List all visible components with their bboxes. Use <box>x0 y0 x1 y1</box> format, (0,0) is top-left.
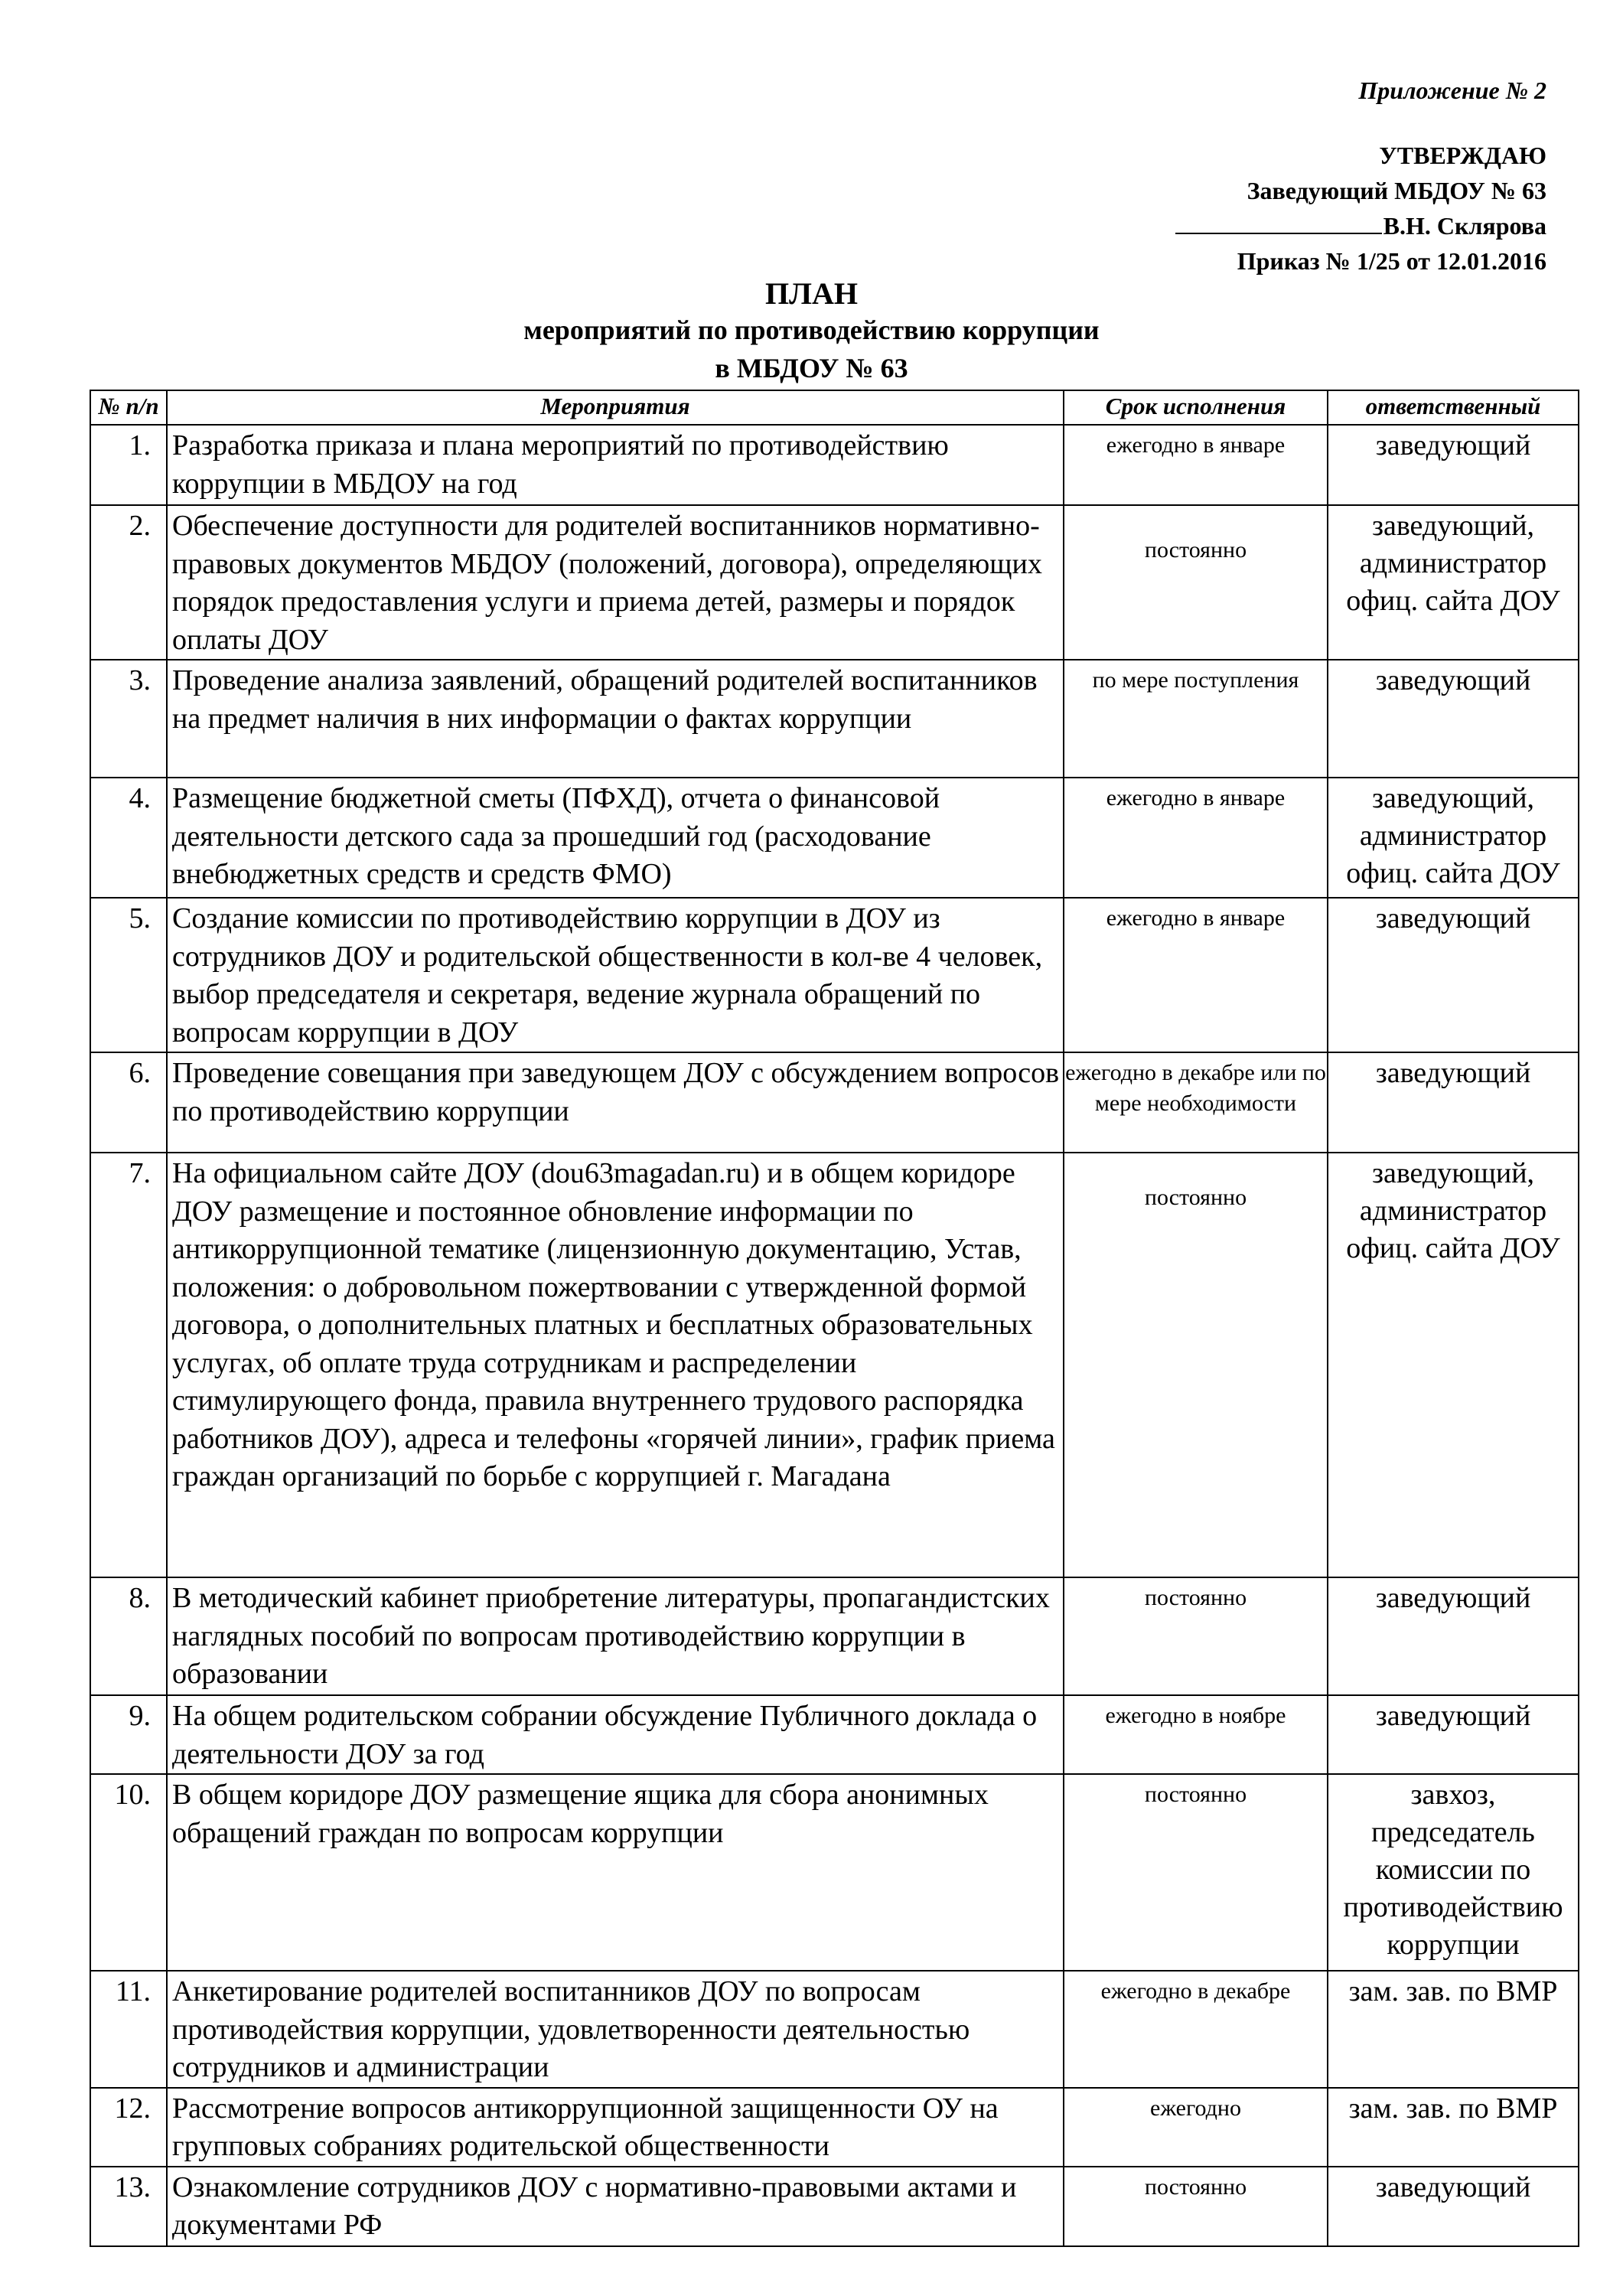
row-responsible: зам. зав. по ВМР <box>1328 1971 1579 2088</box>
table-row <box>90 898 1579 1052</box>
row-deadline: по мере поступления <box>1064 660 1328 778</box>
row-number: 4. <box>90 778 167 898</box>
row-number: 6. <box>90 1052 167 1153</box>
column-header-number: № п/п <box>90 390 167 425</box>
table-row <box>90 1577 1579 1695</box>
row-deadline: постоянно <box>1064 1774 1328 1971</box>
table-row <box>90 425 1579 505</box>
signature-line <box>1175 208 1546 243</box>
row-action: Рассмотрение вопросов антикоррупционной защищенности ОУ на групповых собраниях родительской общественности <box>167 2088 1064 2167</box>
document-subtitle: мероприятий по противодействию коррупции <box>523 315 1100 345</box>
order-reference: Приказ № 1/25 от 12.01.2016 <box>1237 247 1546 275</box>
row-number: 2. <box>90 505 167 660</box>
appendix-label: Приложение № 2 <box>1358 77 1546 104</box>
column-header-deadline: Срок исполнения <box>1064 390 1328 425</box>
row-responsible: заведующий, администратор офиц. сайта ДОУ <box>1328 778 1579 898</box>
row-responsible: заведующий <box>1328 2167 1579 2246</box>
row-deadline: ежегодно в январе <box>1064 898 1328 1052</box>
table-row <box>90 2167 1579 2246</box>
row-responsible: заведующий <box>1328 660 1579 778</box>
row-number: 12. <box>90 2088 167 2167</box>
row-action: На официальном сайте ДОУ (dou63magadan.ru) и в общем коридоре ДОУ размещение и постоянное обновление информации по антикоррупционной тематике (лицензионную документацию, Устав, положения: о добровольном пожертвовании с утвержденной формой договора, о дополнительных платных и бесплатных образовательных услугах, об оплате труда сотрудникам и распределении стимулирующего фонда, правила внутреннего трудового распорядка работников ДОУ), адреса и телефоны «горячей линии», график приема граждан организаций по борьбе с коррупцией г. Магадана <box>167 1153 1064 1577</box>
table-row <box>90 1774 1579 1971</box>
document-title: ПЛАН <box>765 276 858 311</box>
table-row <box>90 2088 1579 2167</box>
signer-name: В.Н. Склярова <box>1383 212 1546 240</box>
row-number: 9. <box>90 1695 167 1774</box>
table-row <box>90 1153 1579 1577</box>
row-deadline: ежегодно в январе <box>1064 425 1328 505</box>
column-header-action: Мероприятия <box>167 390 1064 425</box>
row-responsible: заведующий <box>1328 1695 1579 1774</box>
row-action: Проведение совещания при заведующем ДОУ с обсуждением вопросов по противодействию коррупции <box>167 1052 1064 1153</box>
row-deadline: ежегодно в январе <box>1064 778 1328 898</box>
row-action: На общем родительском собрании обсуждение Публичного доклада о деятельности ДОУ за год <box>167 1695 1064 1774</box>
document-subtitle-org: в МБДОУ № 63 <box>715 353 908 383</box>
row-number: 8. <box>90 1577 167 1695</box>
column-header-responsible: ответственный <box>1328 390 1579 425</box>
signature-blank <box>1175 210 1382 234</box>
table-body <box>90 425 1579 2246</box>
row-deadline: постоянно <box>1064 1153 1328 1577</box>
row-action: Размещение бюджетной сметы (ПФХД), отчета о финансовой деятельности детского сада за прошедший год (расходование внебюджетных средств и средств ФМО) <box>167 778 1064 898</box>
approve-heading: УТВЕРЖДАЮ <box>1379 142 1546 169</box>
row-action: Проведение анализа заявлений, обращений родителей воспитанников на предмет наличия в них информации о фактах коррупции <box>167 660 1064 778</box>
table-row <box>90 778 1579 898</box>
row-responsible: заведующий <box>1328 1052 1579 1153</box>
table-row <box>90 660 1579 778</box>
row-action: Ознакомление сотрудников ДОУ с нормативно-правовыми актами и документами РФ <box>167 2167 1064 2246</box>
row-action: В общем коридоре ДОУ размещение ящика для сбора анонимных обращений граждан по вопросам коррупции <box>167 1774 1064 1971</box>
row-deadline: ежегодно <box>1064 2088 1328 2167</box>
row-deadline: постоянно <box>1064 2167 1328 2246</box>
row-number: 1. <box>90 425 167 505</box>
plan-table <box>90 390 1579 2247</box>
row-responsible: завхоз, председатель комиссии по противодействию коррупции <box>1328 1774 1579 1971</box>
row-action: В методический кабинет приобретение литературы, пропагандистских наглядных пособий по вопросам противодействию коррупции в образовании <box>167 1577 1064 1695</box>
row-deadline: ежегодно в декабре или по мере необходимости <box>1064 1052 1328 1153</box>
row-deadline: ежегодно в декабре <box>1064 1971 1328 2088</box>
table-row <box>90 1052 1579 1153</box>
table-row <box>90 1971 1579 2088</box>
row-number: 5. <box>90 898 167 1052</box>
row-responsible: зам. зав. по ВМР <box>1328 2088 1579 2167</box>
row-deadline: ежегодно в ноябре <box>1064 1695 1328 1774</box>
row-action: Разработка приказа и плана мероприятий по противодействию коррупции в МБДОУ на год <box>167 425 1064 505</box>
row-deadline: постоянно <box>1064 505 1328 660</box>
table-header-row <box>90 390 1579 425</box>
row-number: 11. <box>90 1971 167 2088</box>
row-number: 13. <box>90 2167 167 2246</box>
approver-position: Заведующий МБДОУ № 63 <box>1247 177 1546 204</box>
row-action: Создание комиссии по противодействию коррупции в ДОУ из сотрудников ДОУ и родительской общественности в кол-ве 4 человек, выбор председателя и секретаря, ведение журнала обращений по вопросам коррупции в ДОУ <box>167 898 1064 1052</box>
row-number: 3. <box>90 660 167 778</box>
row-responsible: заведующий <box>1328 1577 1579 1695</box>
row-responsible: заведующий, администратор офиц. сайта ДОУ <box>1328 505 1579 660</box>
row-responsible: заведующий, администратор офиц. сайта ДОУ <box>1328 1153 1579 1577</box>
row-responsible: заведующий <box>1328 898 1579 1052</box>
table-row <box>90 1695 1579 1774</box>
approval-block <box>1175 138 1546 279</box>
row-number: 10. <box>90 1774 167 1971</box>
row-deadline: постоянно <box>1064 1577 1328 1695</box>
row-action: Обеспечение доступности для родителей воспитанников нормативно-правовых документов МБДОУ (положений, договора), определяющих порядок предоставления услуги и приема детей, размеры и порядок оплаты ДОУ <box>167 505 1064 660</box>
table-row <box>90 505 1579 660</box>
row-responsible: заведующий <box>1328 425 1579 505</box>
row-number: 7. <box>90 1153 167 1577</box>
row-action: Анкетирование родителей воспитанников ДОУ по вопросам противодействия коррупции, удовлетворенности деятельностью сотрудников и администрации <box>167 1971 1064 2088</box>
